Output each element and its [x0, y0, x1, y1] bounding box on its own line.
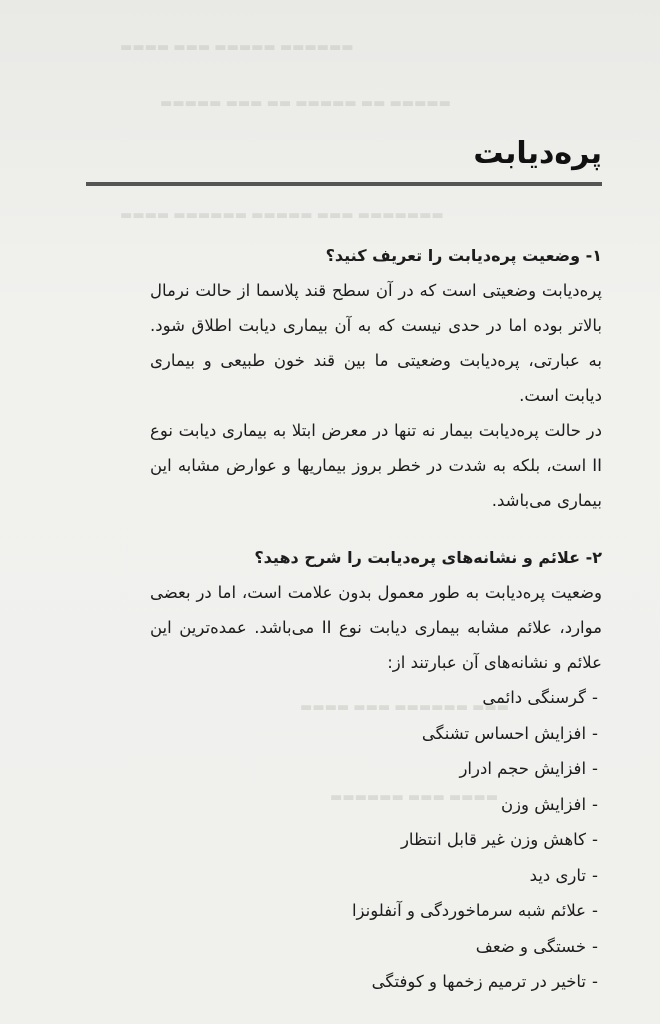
- bullet-dash: -: [592, 972, 598, 991]
- list-item: [150, 751, 598, 787]
- question-1-paragraph-2: در حالت پره‌دیابت بیمار نه تنها در معرض ابتلا به بیماری دیابت نوع II است، بلکه به شدت در خطر بروز بیماریها و عوارض مشابه این بیماری می‌باشد.: [150, 421, 602, 510]
- bullet-dash: -: [592, 936, 598, 956]
- question-2-heading: ۲- علائم و نشانه‌های پره‌دیابت را شرح دهید؟: [254, 548, 602, 567]
- spacer: [150, 518, 602, 540]
- show-through-text: ▬▬▬▬▬▬ ▬▬▬ ▬▬▬▬: [330, 790, 498, 805]
- title-divider: [86, 182, 602, 186]
- list-item: [150, 929, 598, 965]
- section-title: پره‌دیابت: [473, 136, 602, 171]
- list-item: [150, 964, 598, 1000]
- list-item: [150, 858, 598, 894]
- list-item: [150, 680, 598, 716]
- symptom-text: تاخیر در ترمیم زخمها و کوفتگی: [371, 972, 587, 991]
- question-1-paragraph-1: پره‌دیابت وضعیتی است که در آن سطح قند پلاسما از حالت نرمال بالاتر بوده اما در حدی نیست که به آن بیماری دیابت اطلاق شود. به عبارتی، پره‌دیابت وضعیتی ما بین قند خون طبیعی و بیماری دیابت است.: [150, 281, 602, 405]
- bullet-dash: -: [592, 865, 598, 885]
- symptom-text: کاهش وزن غیر قابل انتظار: [400, 830, 587, 849]
- bullet-dash: -: [592, 759, 598, 778]
- list-item: [150, 822, 598, 858]
- symptom-text: افزایش حجم ادرار: [459, 759, 587, 778]
- show-through-text: ▬▬▬▬ ▬▬▬▬▬▬ ▬▬▬▬▬ ▬▬▬ ▬▬▬▬▬▬▬: [120, 208, 444, 223]
- page-content: [150, 238, 602, 1000]
- symptom-text: خستگی و ضعف: [475, 936, 587, 956]
- symptom-text: علائم شبه سرماخوردگی و آنفلونزا: [351, 901, 587, 920]
- show-through-text: ▬▬▬▬ ▬▬▬ ▬▬▬▬▬ ▬▬▬▬▬▬: [120, 40, 354, 55]
- bullet-dash: -: [592, 794, 598, 814]
- bullet-dash: -: [592, 901, 598, 920]
- symptom-text: گرسنگی دائمی: [482, 688, 587, 707]
- symptom-text: افزایش احساس تشنگی: [421, 723, 587, 743]
- bullet-dash: -: [592, 830, 598, 849]
- list-item: [150, 893, 598, 929]
- list-item: [150, 716, 598, 752]
- question-2-paragraph-1: وضعیت پره‌دیابت به طور معمول بدون علامت است، اما در بعضی موارد، علائم مشابه بیماری دیابت نوع II می‌باشد. عمده‌ترین این علائم و نشانه‌های آن عبارتند از:: [150, 583, 603, 672]
- bullet-dash: -: [592, 723, 598, 743]
- show-through-text: ▬▬▬▬ ▬▬▬ ▬▬▬▬▬▬ ▬▬▬: [300, 700, 509, 715]
- symptom-list: [150, 680, 602, 1000]
- symptom-text: تاری دید: [529, 865, 587, 885]
- question-1-heading: ۱- وضعیت پره‌دیابت را تعریف کنید؟: [325, 246, 602, 265]
- show-through-text: ▬▬▬▬▬ ▬▬▬ ▬▬ ▬▬▬▬▬ ▬▬ ▬▬▬▬▬: [160, 96, 451, 111]
- bullet-dash: -: [592, 688, 598, 707]
- symptom-text: افزایش وزن: [500, 794, 587, 814]
- list-item: [150, 787, 598, 823]
